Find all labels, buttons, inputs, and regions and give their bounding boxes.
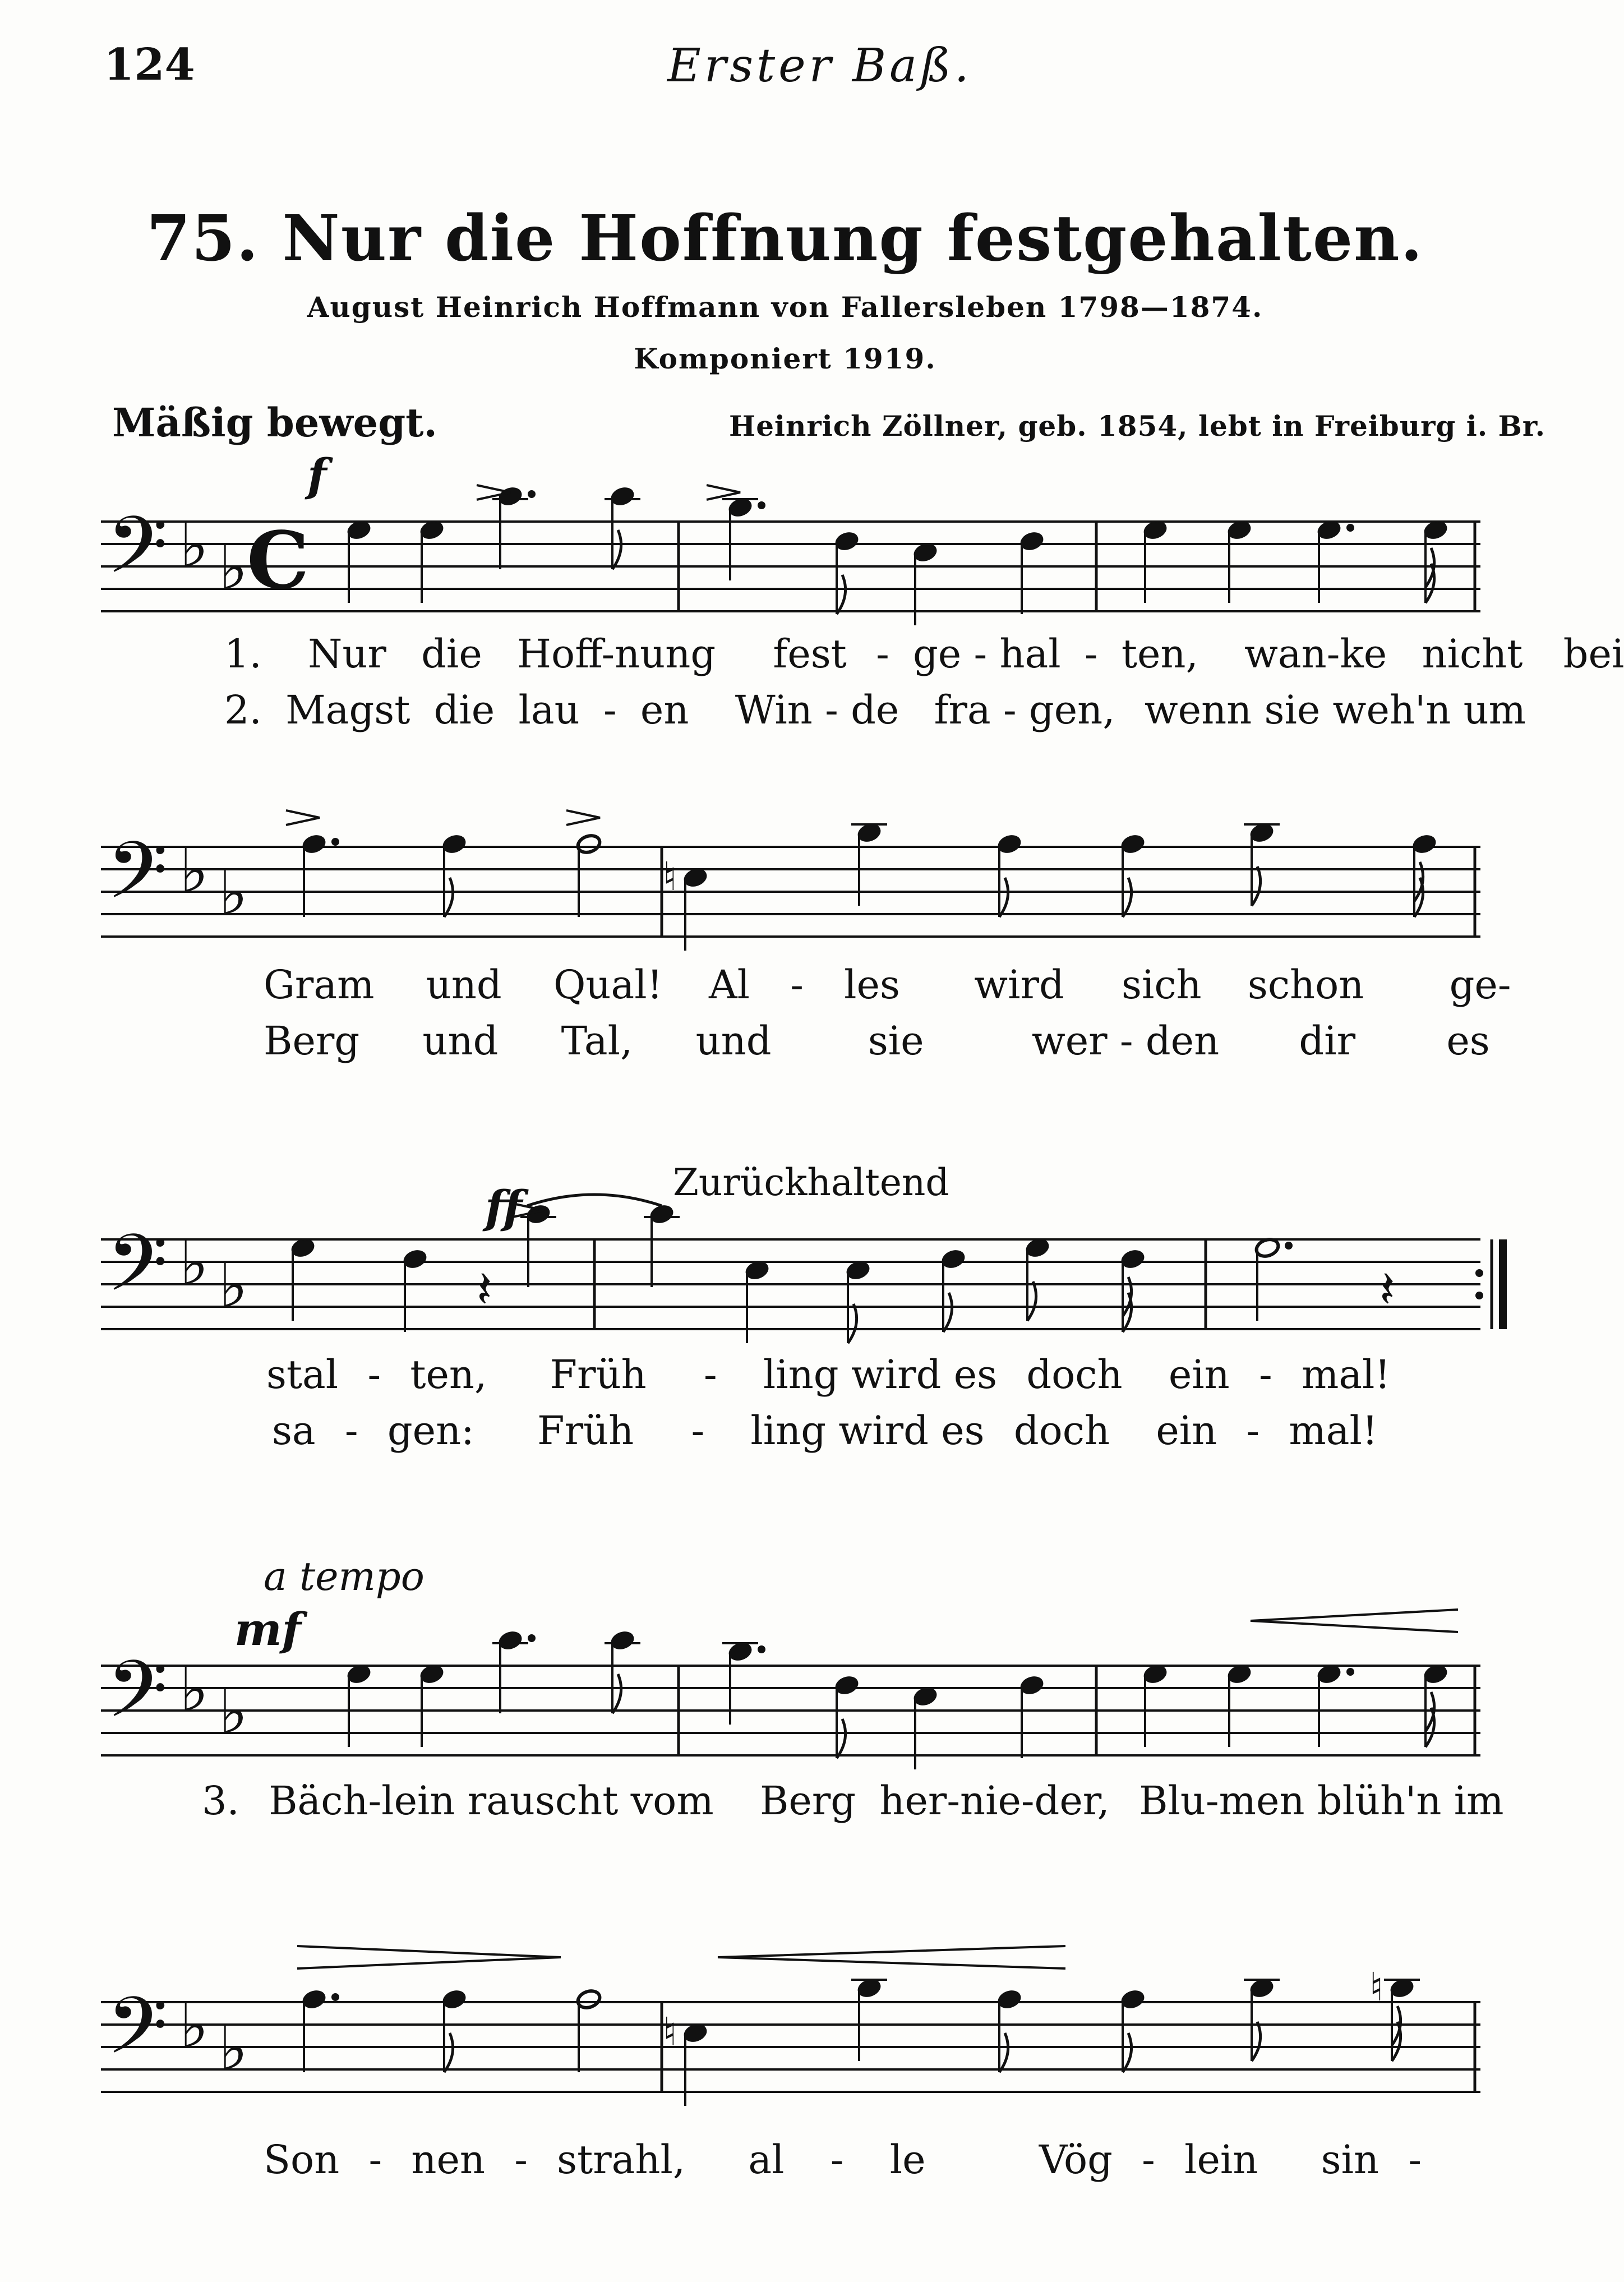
lyric-hyphen: - (368, 2137, 382, 2183)
poet-credit: August Heinrich Hoffmann von Fallersleben 1798—1874. (307, 291, 1263, 324)
lyrics-verse-2 (272, 1408, 1378, 1454)
note-flag (837, 575, 846, 614)
lyric-syllable: wird (851, 1352, 942, 1398)
flat-icon: ♭ (219, 2012, 248, 2084)
lyric-hyphen: - (691, 1408, 705, 1454)
dynamic-marking: mf (234, 1603, 302, 1656)
lyric-hyphen: - (876, 631, 889, 677)
lyric-syllable: wenn (1144, 687, 1252, 733)
lyric-syllable: im (1454, 1778, 1504, 1824)
lyric-syllable: wer (1031, 1018, 1108, 1064)
lyric-syllable: rauscht (467, 1778, 619, 1824)
lyric-syllable: schon (1247, 962, 1364, 1008)
note-flag (848, 1304, 857, 1343)
dot-icon (331, 1993, 339, 2001)
lyric-syllable: lau (518, 687, 580, 733)
lyric-hyphen: - (1408, 2137, 1422, 2183)
lyric-syllable: sich (1122, 962, 1202, 1008)
lyric-hyphen: - (603, 687, 617, 733)
lyric-syllable: Vög (1039, 2137, 1113, 2183)
lyrics-verse-2 (224, 687, 1526, 733)
dot-icon (1346, 524, 1354, 532)
lyrics-verse-1 (224, 631, 1624, 677)
lyric-syllable: es (941, 1408, 985, 1454)
lyric-syllable: 2. (224, 687, 262, 733)
lyrics-verse-3 (264, 2137, 1422, 2183)
music-staff-1 (0, 482, 1570, 628)
lyric-syllable: sa (272, 1408, 316, 1454)
lyric-hyphen: - (830, 2137, 844, 2183)
flat-icon: ♭ (219, 1676, 248, 1748)
lyric-syllable: fest (773, 631, 847, 677)
note-flag (612, 1674, 621, 1713)
dot-icon (758, 1645, 765, 1653)
lyric-syllable: Qual! (553, 962, 663, 1008)
note-flag (612, 530, 621, 569)
lyric-syllable: die (433, 687, 495, 733)
bass-clef-icon: 𝄢 (107, 500, 168, 611)
lyric-syllable: wan-ke (1244, 631, 1387, 677)
lyric-syllable: Früh (550, 1352, 647, 1398)
lyric-hyphen: - (1142, 2137, 1155, 2183)
lyric-syllable: nicht (1422, 631, 1523, 677)
lyric-syllable: vom (630, 1778, 714, 1824)
lyric-syllable: Berg (759, 1778, 856, 1824)
lyric-syllable: wird (838, 1408, 929, 1454)
lyric-syllable: ge (913, 631, 962, 677)
song-title: 75. Nur die Hoffnung festgehalten. (146, 202, 1424, 275)
lyric-syllable: und (422, 1018, 499, 1064)
lyric-syllable: 3. (202, 1778, 239, 1824)
lyric-syllable: mal! (1289, 1408, 1378, 1454)
lyric-syllable: Nur (308, 631, 386, 677)
lyric-syllable: die (421, 631, 482, 677)
bass-clef-icon: 𝄢 (107, 825, 168, 936)
running-head: Erster Baß. (667, 39, 972, 93)
lyric-syllable: nen (411, 2137, 485, 2183)
note-flag (444, 878, 453, 917)
natural-icon: ♮ (1369, 1964, 1384, 2010)
tempo-marking: Mäßig bewegt. (112, 399, 437, 446)
lyric-syllable: ge- (1449, 962, 1511, 1008)
crescendo-hairpin (1251, 1610, 1458, 1632)
accent-icon (566, 810, 600, 825)
lyric-syllable: um (1463, 687, 1526, 733)
dot-icon (758, 501, 765, 509)
bass-clef-icon: 𝄢 (107, 1644, 168, 1755)
flat-icon: ♭ (219, 857, 248, 929)
lyric-syllable: sie (868, 1018, 924, 1064)
lyric-syllable: Tal, (561, 1018, 633, 1064)
lyric-syllable: 1. (224, 631, 262, 677)
lyric-syllable: Magst (285, 687, 410, 733)
lyric-hyphen: - (704, 1352, 717, 1398)
lyric-hyphen: - (1084, 631, 1098, 677)
lyric-syllable: Al (709, 962, 750, 1008)
lyric-syllable: dir (1299, 1018, 1356, 1064)
slur (527, 1195, 662, 1206)
lyrics-verse-1 (266, 1352, 1391, 1398)
music-staff-5 (0, 1963, 1570, 2109)
dot-icon (1346, 1668, 1354, 1676)
lyric-hyphen: - (1259, 1352, 1272, 1398)
lyric-syllable: mal! (1301, 1352, 1391, 1398)
lyric-syllable: Win (735, 687, 813, 733)
rest-icon: 𝄽 (1380, 1260, 1395, 1319)
lyric-syllable: es (1446, 1018, 1490, 1064)
dot-icon (331, 838, 339, 846)
tempo-direction: Zurückhaltend (673, 1161, 949, 1204)
note-flag (837, 1719, 846, 1758)
dynamic-marking: ff (485, 1181, 523, 1233)
music-staff-4 (0, 1626, 1570, 1772)
page-number: 124 (104, 39, 195, 90)
lyric-syllable: Berg (264, 1018, 360, 1064)
lyric-syllable: doch (1026, 1352, 1123, 1398)
music-staff-3 (0, 1200, 1570, 1346)
lyric-syllable: en (640, 687, 689, 733)
flat-icon: ♭ (219, 532, 248, 603)
lyric-hyphen: - (367, 1352, 381, 1398)
bass-clef-icon: 𝄢 (107, 1218, 168, 1329)
lyric-syllable: und (695, 1018, 772, 1064)
lyric-syllable: weh'n (1332, 687, 1451, 733)
flat-icon: ♭ (219, 1250, 248, 1321)
tempo-direction: a tempo (264, 1553, 425, 1599)
lyric-syllable: ten, (410, 1352, 487, 1398)
natural-icon: ♮ (663, 2009, 677, 2055)
lyric-hyphen: - (1003, 687, 1017, 733)
note-flag (1027, 1281, 1036, 1321)
lyric-syllable: ein (1156, 1408, 1217, 1454)
lyric-hyphen: - (1119, 1018, 1133, 1064)
lyric-syllable: ein (1168, 1352, 1230, 1398)
lyric-syllable: es (953, 1352, 998, 1398)
lyrics-verse-3 (202, 1778, 1504, 1824)
lyric-syllable: de (851, 687, 899, 733)
accent-icon (707, 485, 740, 500)
lyric-hyphen: - (790, 962, 804, 1008)
accent-icon (286, 810, 320, 825)
note-flag (999, 878, 1008, 917)
lyric-syllable: lein (1184, 2137, 1258, 2183)
dot-icon (1285, 1242, 1293, 1250)
lyric-syllable: doch (1013, 1408, 1110, 1454)
note-flag (999, 2033, 1008, 2072)
lyric-syllable: gen: (387, 1408, 474, 1454)
lyric-syllable: Blu-men (1139, 1778, 1305, 1824)
repeat-dot (1475, 1292, 1483, 1299)
lyric-syllable: gen, (1028, 687, 1115, 733)
lyric-syllable: sie (1264, 687, 1321, 733)
lyric-syllable: Hoff-nung (517, 631, 716, 677)
note-flag (1252, 866, 1261, 906)
decrescendo-hairpin (297, 1946, 561, 1968)
lyric-syllable: Gram (264, 962, 375, 1008)
lyric-syllable: Früh (537, 1408, 634, 1454)
note-flag (943, 1293, 952, 1332)
lyrics-verse-1 (264, 962, 1511, 1008)
lyric-hyphen: - (1246, 1408, 1260, 1454)
common-time-icon: C (247, 515, 310, 607)
lyric-syllable: Bäch-lein (269, 1778, 455, 1824)
lyric-syllable: strahl, (557, 2137, 686, 2183)
lyric-syllable: ling (750, 1408, 827, 1454)
bass-clef-icon: 𝄢 (107, 1980, 168, 2091)
lyric-hyphen: - (514, 2137, 528, 2183)
lyric-syllable: ling (763, 1352, 839, 1398)
flat-icon: ♭ (179, 1227, 209, 1299)
lyric-syllable: le (889, 2137, 926, 2183)
lyric-syllable: wird (974, 962, 1064, 1008)
note-flag (444, 2033, 453, 2072)
composer-credit: Heinrich Zöllner, geb. 1854, lebt in Freiburg i. Br. (729, 409, 1546, 442)
lyric-syllable: les (844, 962, 900, 1008)
lyric-syllable: und (426, 962, 502, 1008)
composition-date: Komponiert 1919. (634, 342, 936, 375)
crescendo-hairpin (718, 1946, 1065, 1968)
lyric-syllable: her-nie-der, (879, 1778, 1110, 1824)
lyric-hyphen: - (825, 687, 838, 733)
lyric-syllable: fra (934, 687, 991, 733)
lyric-hyphen: - (344, 1408, 358, 1454)
dynamic-marking: f (307, 449, 327, 501)
dot-icon (528, 490, 536, 498)
rest-icon: 𝄽 (477, 1260, 492, 1319)
note-flag (1123, 878, 1132, 917)
lyric-syllable: Son (264, 2137, 340, 2183)
repeat-dot (1475, 1269, 1483, 1277)
lyric-syllable: sin (1321, 2137, 1380, 2183)
lyric-syllable: al (748, 2137, 785, 2183)
lyric-syllable: ten, (1121, 631, 1198, 677)
flat-icon: ♭ (179, 835, 209, 906)
lyric-syllable: bei (1563, 631, 1624, 677)
note-flag (1123, 2033, 1132, 2072)
lyric-syllable: blüh'n (1317, 1778, 1442, 1824)
lyrics-verse-2 (264, 1018, 1490, 1064)
flat-icon: ♭ (179, 509, 209, 581)
dot-icon (528, 1634, 536, 1642)
natural-icon: ♮ (663, 854, 677, 900)
flat-icon: ♭ (179, 1990, 209, 2062)
lyric-syllable: stal (266, 1352, 339, 1398)
lyric-syllable: den (1145, 1018, 1220, 1064)
lyric-hyphen: - (974, 631, 988, 677)
flat-icon: ♭ (179, 1653, 209, 1725)
note-flag (1252, 2022, 1261, 2061)
lyric-syllable: hal (999, 631, 1061, 677)
music-staff-2 (0, 808, 1570, 953)
